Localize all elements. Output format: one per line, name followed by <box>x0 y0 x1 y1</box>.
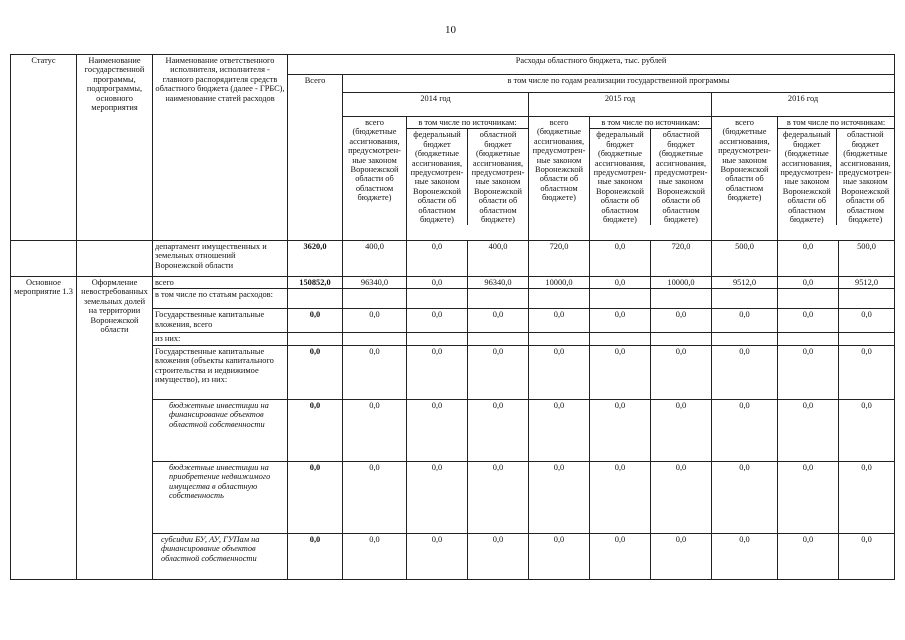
table-row: Основное мероприятие 1.3 Оформление невостребованных земельных долей на территории Воронежской области всего 150852,0 96340,0 0,0 96340,0 10000,0 0,0 10000,0 9512,0 0,0 9512,0 <box>11 277 895 289</box>
main-name: Оформление невостребованных земельных долей на территории Воронежской области <box>77 277 153 580</box>
table-row: Государственные капитальные вложения, всего 0,0 0,0 0,0 0,0 0,0 0,0 0,0 0,0 0,0 0,0 <box>11 309 895 333</box>
header-year-2015: 2015 год <box>529 93 712 117</box>
header-2016-sources: в том числе по источникам: федеральный бюджет (бюджетные ассигнования, предусмотрен-ные законом Воронежской области об областном бюджете) областной бюджет (бюджетные ассигнования, предусмотрен-ные законом Воронежской области об областном бюджете) <box>778 117 895 241</box>
header-total: Всего <box>288 75 343 241</box>
header-year-2014: 2014 год <box>343 93 529 117</box>
budget-table <box>10 54 895 580</box>
row-label: департамент имущественных и земельных отношений Воронежской области <box>153 241 288 277</box>
table-row: в том числе по статьям расходов: <box>11 289 895 309</box>
table-row: бюджетные инвестиции на финансирование объектов областной собственности 0,0 0,0 0,0 0,0 0,0 0,0 0,0 0,0 0,0 0,0 <box>11 399 895 461</box>
header-expenses: Расходы областного бюджета, тыс. рублей <box>288 55 895 75</box>
header-executor: Наименование ответственного исполнителя, исполнителя - главного распорядителя средств областного бюджета (далее - ГРБС), наименование статей расходов <box>153 55 288 241</box>
header-2015-all: всего (бюджетные ассигнования, предусмотрен-ные законом Воронежской области об областном бюджете) <box>529 117 590 241</box>
main-status: Основное мероприятие 1.3 <box>11 277 77 580</box>
header-status: Статус <box>11 55 77 241</box>
page-number: 10 <box>445 24 456 36</box>
table-row: Государственные капитальные вложения (объекты капитального строительства и недвижимое имущество), из них: 0,0 0,0 0,0 0,0 0,0 0,0 0,0 0,0 0,0 0,0 <box>11 345 895 399</box>
header-year-2016: 2016 год <box>712 93 895 117</box>
table-row: бюджетные инвестиции на приобретение недвижимого имущества в областную собственность 0,0 0,0 0,0 0,0 0,0 0,0 0,0 0,0 0,0 0,0 <box>11 461 895 533</box>
header-by-years: в том числе по годам реализации государственной программы <box>343 75 895 93</box>
header-2014-sources: в том числе по источникам: федеральный бюджет (бюджетные ассигнования, предусмотрен-ные законом Воронежской области об областном бюджете) областной бюджет (бюджетные ассигнования, предусмотрен-ные законом Воронежской области об областном бюджете) <box>407 117 529 241</box>
header-2014-all: всего (бюджетные ассигнования, предусмотрен-ные законом Воронежской области об областном бюджете) <box>343 117 407 241</box>
table-row: субсидии БУ, АУ, ГУПам на финансирование объектов областной собственности 0,0 0,0 0,0 0,0 0,0 0,0 0,0 0,0 0,0 0,0 <box>11 533 895 579</box>
table-row: из них: <box>11 333 895 345</box>
header-2016-all: всего (бюджетные ассигнования, предусмотрен-ные законом Воронежской области об областном бюджете) <box>712 117 778 241</box>
table-row: департамент имущественных и земельных отношений Воронежской области 3620,0 400,0 0,0 400,0 720,0 0,0 720,0 500,0 0,0 500,0 <box>11 241 895 277</box>
header-program-name: Наименование государственной программы, подпрограммы, основного мероприятия <box>77 55 153 241</box>
header-2015-sources: в том числе по источникам: федеральный бюджет (бюджетные ассигнования, предусмотрен-ные законом Воронежской области об областном бюджете) областной бюджет (бюджетные ассигнования, предусмотрен-ные законом Воронежской области об областном бюджете) <box>590 117 712 241</box>
